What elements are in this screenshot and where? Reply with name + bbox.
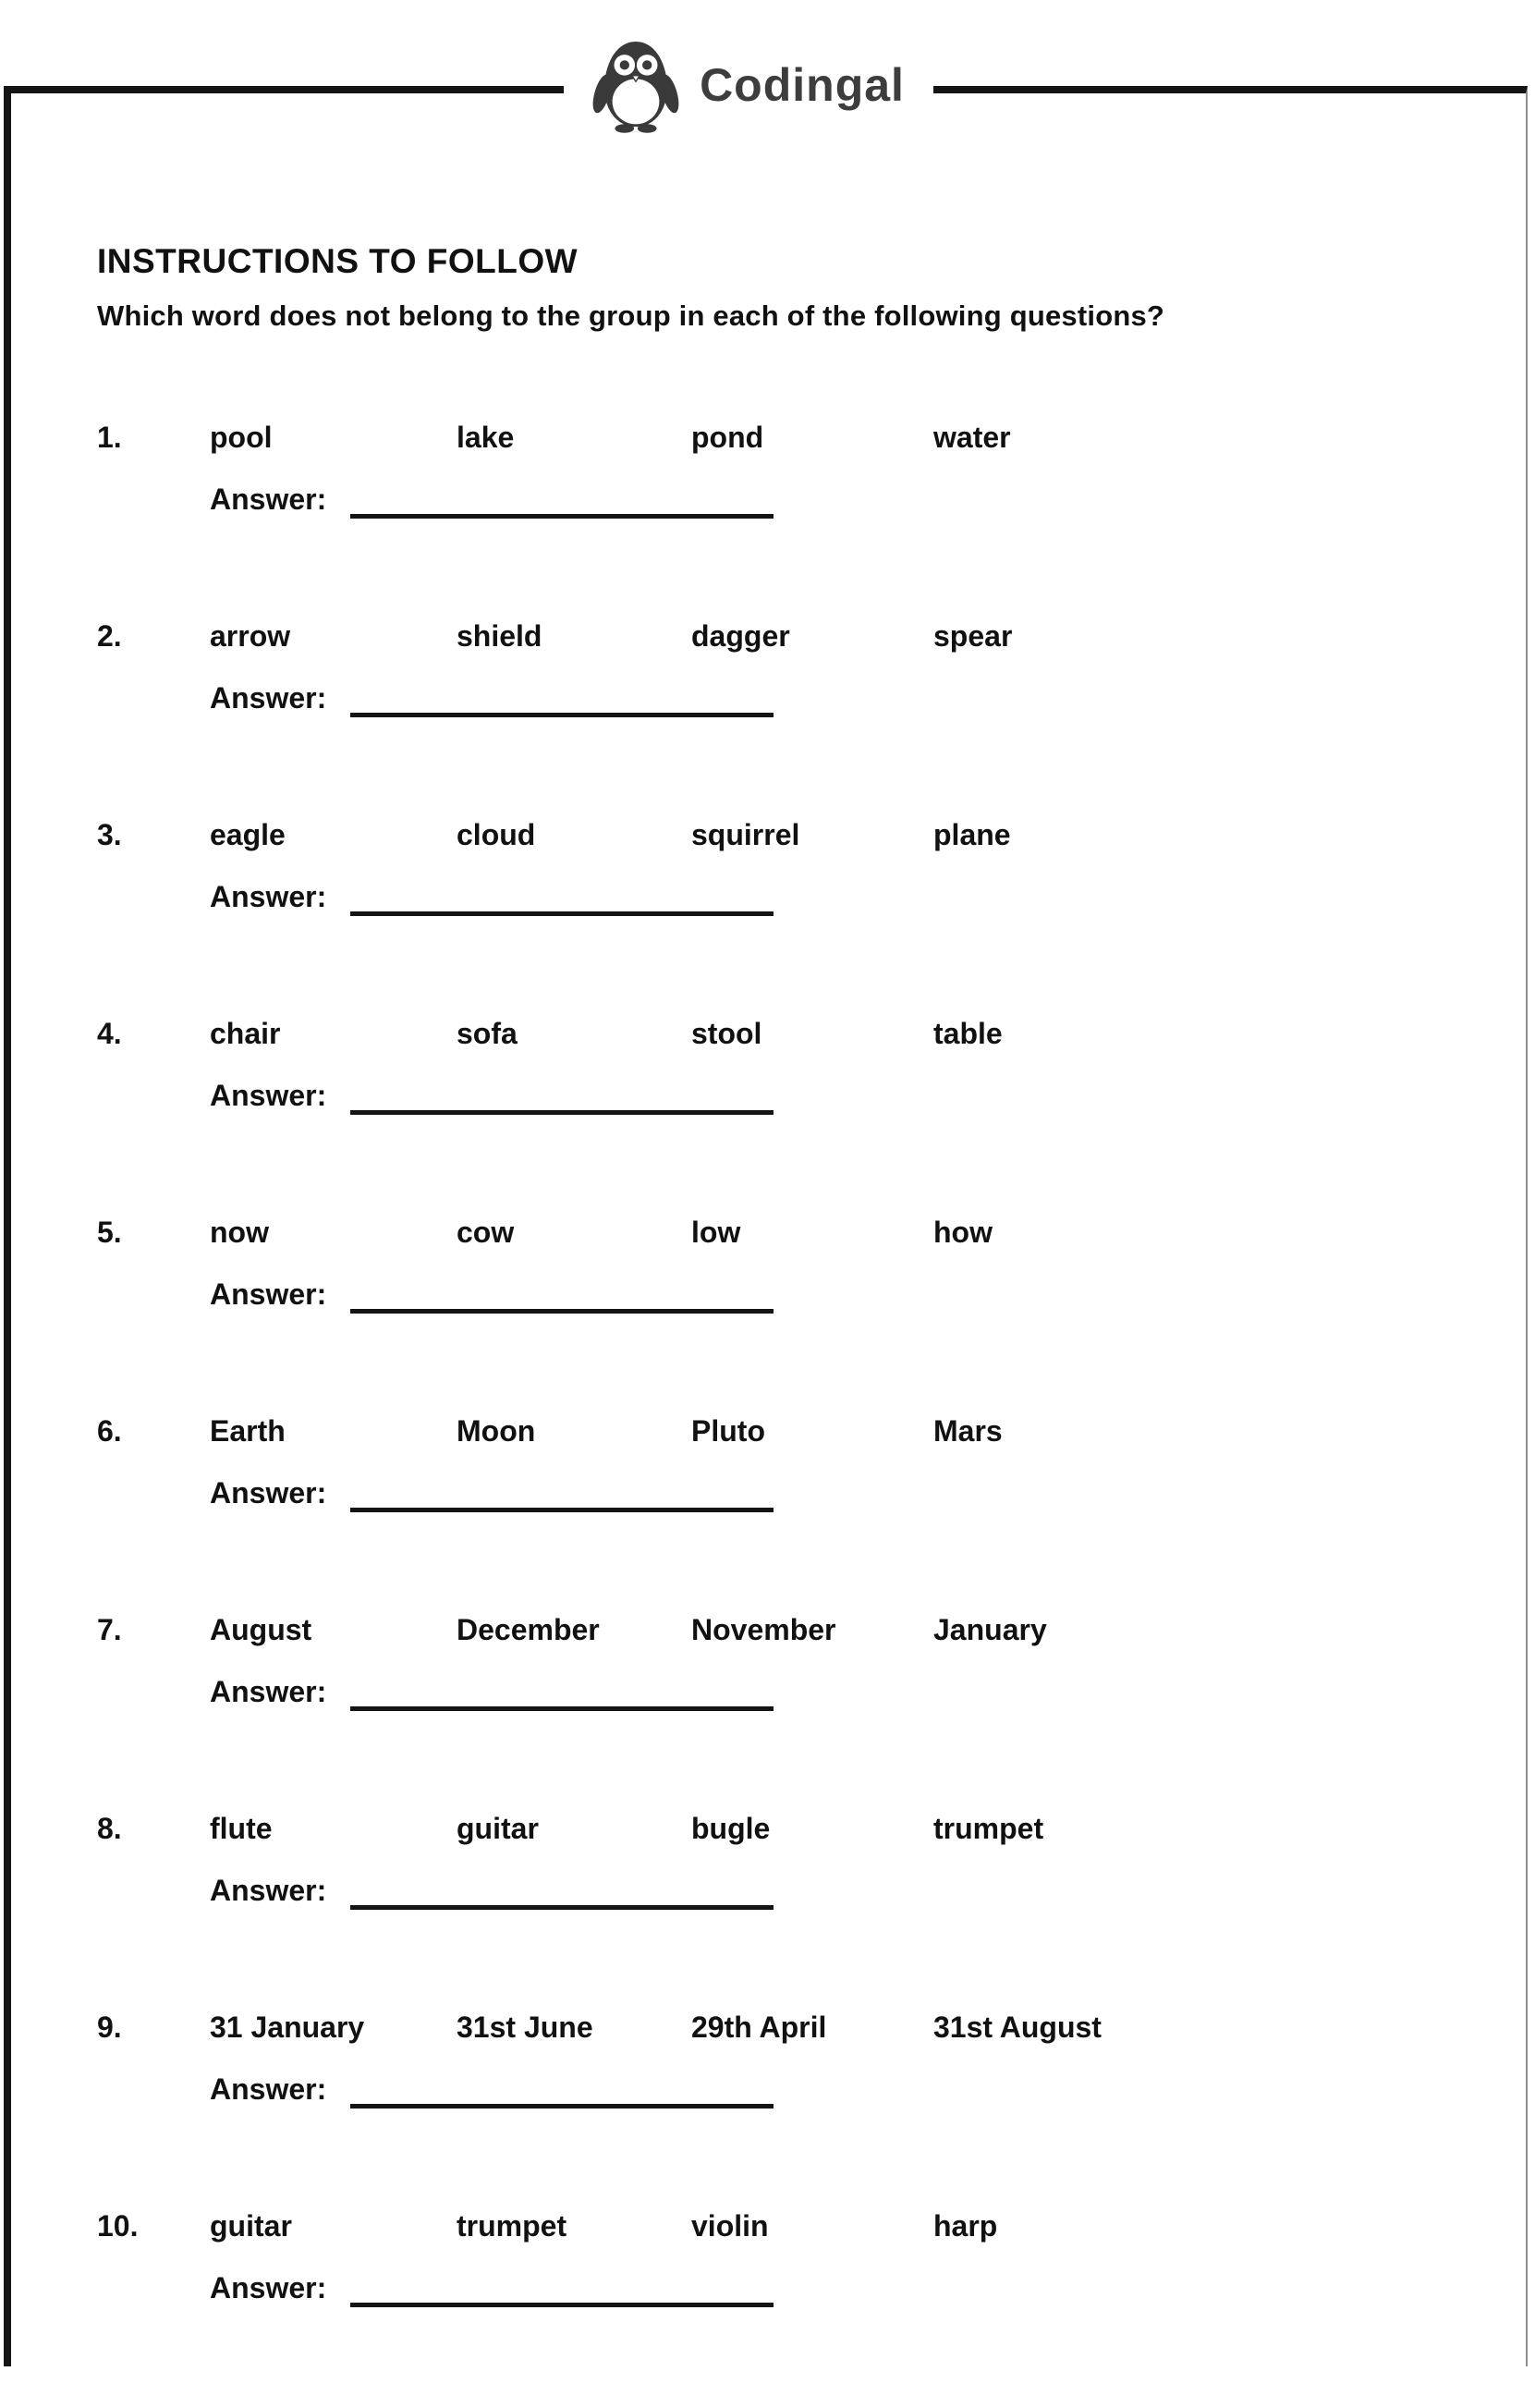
question-word: trumpet (457, 2209, 567, 2243)
question-word: chair (210, 1017, 281, 1050)
question-number: 5. (97, 1216, 122, 1249)
question-word: December (457, 1613, 600, 1646)
answer-blank-line (350, 1290, 774, 1314)
question-number: 4. (97, 1017, 122, 1050)
answer-label: Answer: (210, 1079, 327, 1112)
answer-blank-line (350, 1887, 774, 1910)
answer-row (97, 2072, 1535, 2109)
question-word: now (210, 1216, 269, 1249)
question-word: guitar (457, 1812, 539, 1845)
question-block (97, 2209, 1535, 2408)
answer-label: Answer: (210, 1675, 327, 1708)
question-word: how (933, 1216, 993, 1249)
question-word: cloud (457, 818, 536, 851)
answer-row (97, 880, 1535, 916)
brand-header (564, 22, 933, 148)
answer-blank-line (350, 1092, 774, 1115)
question-block (97, 619, 1535, 818)
question-words-row (97, 1017, 1535, 1051)
question-block (97, 818, 1535, 1017)
question-word: shield (457, 619, 542, 653)
question-word: January (933, 1613, 1047, 1646)
question-number: 7. (97, 1613, 122, 1646)
question-number: 8. (97, 1812, 122, 1845)
question-word: dagger (691, 619, 790, 653)
question-number: 9. (97, 2011, 122, 2044)
answer-label: Answer: (210, 1874, 327, 1907)
question-word: 31st June (457, 2011, 593, 2044)
question-words-row (97, 1414, 1535, 1448)
answer-label: Answer: (210, 681, 327, 715)
answer-blank-line (350, 694, 774, 717)
question-word: eagle (210, 818, 286, 851)
question-number: 1. (97, 421, 122, 454)
question-block (97, 421, 1535, 619)
question-word: pool (210, 421, 273, 454)
question-word: harp (933, 2209, 998, 2243)
answer-row (97, 1079, 1535, 1115)
question-word: Pluto (691, 1414, 765, 1448)
question-words-row (97, 1613, 1535, 1647)
answer-row (97, 681, 1535, 717)
question-block (97, 1017, 1535, 1216)
questions-list (97, 421, 1535, 2408)
instructions-title: INSTRUCTIONS TO FOLLOW (97, 242, 579, 280)
answer-blank-line (350, 2284, 774, 2307)
answer-row (97, 483, 1535, 519)
question-word: trumpet (933, 1812, 1044, 1845)
answer-blank-line (350, 495, 774, 519)
answer-blank-line (350, 1489, 774, 1512)
question-words-row (97, 2011, 1535, 2045)
question-word: cow (457, 1216, 515, 1249)
answer-label: Answer: (210, 1476, 327, 1510)
answer-label: Answer: (210, 2072, 327, 2106)
question-word: lake (457, 421, 515, 454)
question-block (97, 1812, 1535, 2011)
brand-name: Codingal (700, 59, 905, 111)
question-block (97, 2011, 1535, 2209)
question-block (97, 1613, 1535, 1812)
question-word: pond (691, 421, 764, 454)
question-word: sofa (457, 1017, 518, 1050)
answer-label: Answer: (210, 1277, 327, 1311)
question-number: 6. (97, 1414, 122, 1448)
question-word: flute (210, 1812, 273, 1845)
question-words-row (97, 1812, 1535, 1846)
instructions-subtitle: Which word does not belong to the group in each of the following questions? (97, 299, 1165, 332)
question-words-row (97, 1216, 1535, 1250)
question-words-row (97, 619, 1535, 654)
question-word: 31 January (210, 2011, 365, 2044)
question-word: table (933, 1017, 1003, 1050)
question-word: 29th April (691, 2011, 827, 2044)
question-word: Earth (210, 1414, 286, 1448)
question-number: 2. (97, 619, 122, 653)
answer-label: Answer: (210, 880, 327, 913)
answer-row (97, 1874, 1535, 1910)
question-word: November (691, 1613, 836, 1646)
question-words-row (97, 818, 1535, 852)
question-word: guitar (210, 2209, 292, 2243)
question-word: August (210, 1613, 312, 1646)
answer-blank-line (350, 2085, 774, 2109)
answer-row (97, 2271, 1535, 2307)
answer-blank-line (350, 1688, 774, 1711)
question-word: water (933, 421, 1011, 454)
question-words-row (97, 421, 1535, 455)
question-word: low (691, 1216, 741, 1249)
answer-label: Answer: (210, 483, 327, 516)
question-number: 10. (97, 2209, 139, 2243)
question-word: plane (933, 818, 1011, 851)
question-word: arrow (210, 619, 291, 653)
answer-row (97, 1277, 1535, 1314)
question-word: squirrel (691, 818, 800, 851)
question-word: spear (933, 619, 1013, 653)
question-block (97, 1216, 1535, 1414)
answer-blank-line (350, 893, 774, 916)
answer-row (97, 1675, 1535, 1711)
question-word: Moon (457, 1414, 536, 1448)
answer-label: Answer: (210, 2271, 327, 2304)
question-word: violin (691, 2209, 769, 2243)
question-word: Mars (933, 1414, 1003, 1448)
answer-row (97, 1476, 1535, 1512)
question-number: 3. (97, 818, 122, 851)
question-word: bugle (691, 1812, 771, 1845)
question-block (97, 1414, 1535, 1613)
question-word: stool (691, 1017, 762, 1050)
question-word: 31st August (933, 2011, 1102, 2044)
penguin-icon (592, 36, 679, 134)
question-words-row (97, 2209, 1535, 2243)
